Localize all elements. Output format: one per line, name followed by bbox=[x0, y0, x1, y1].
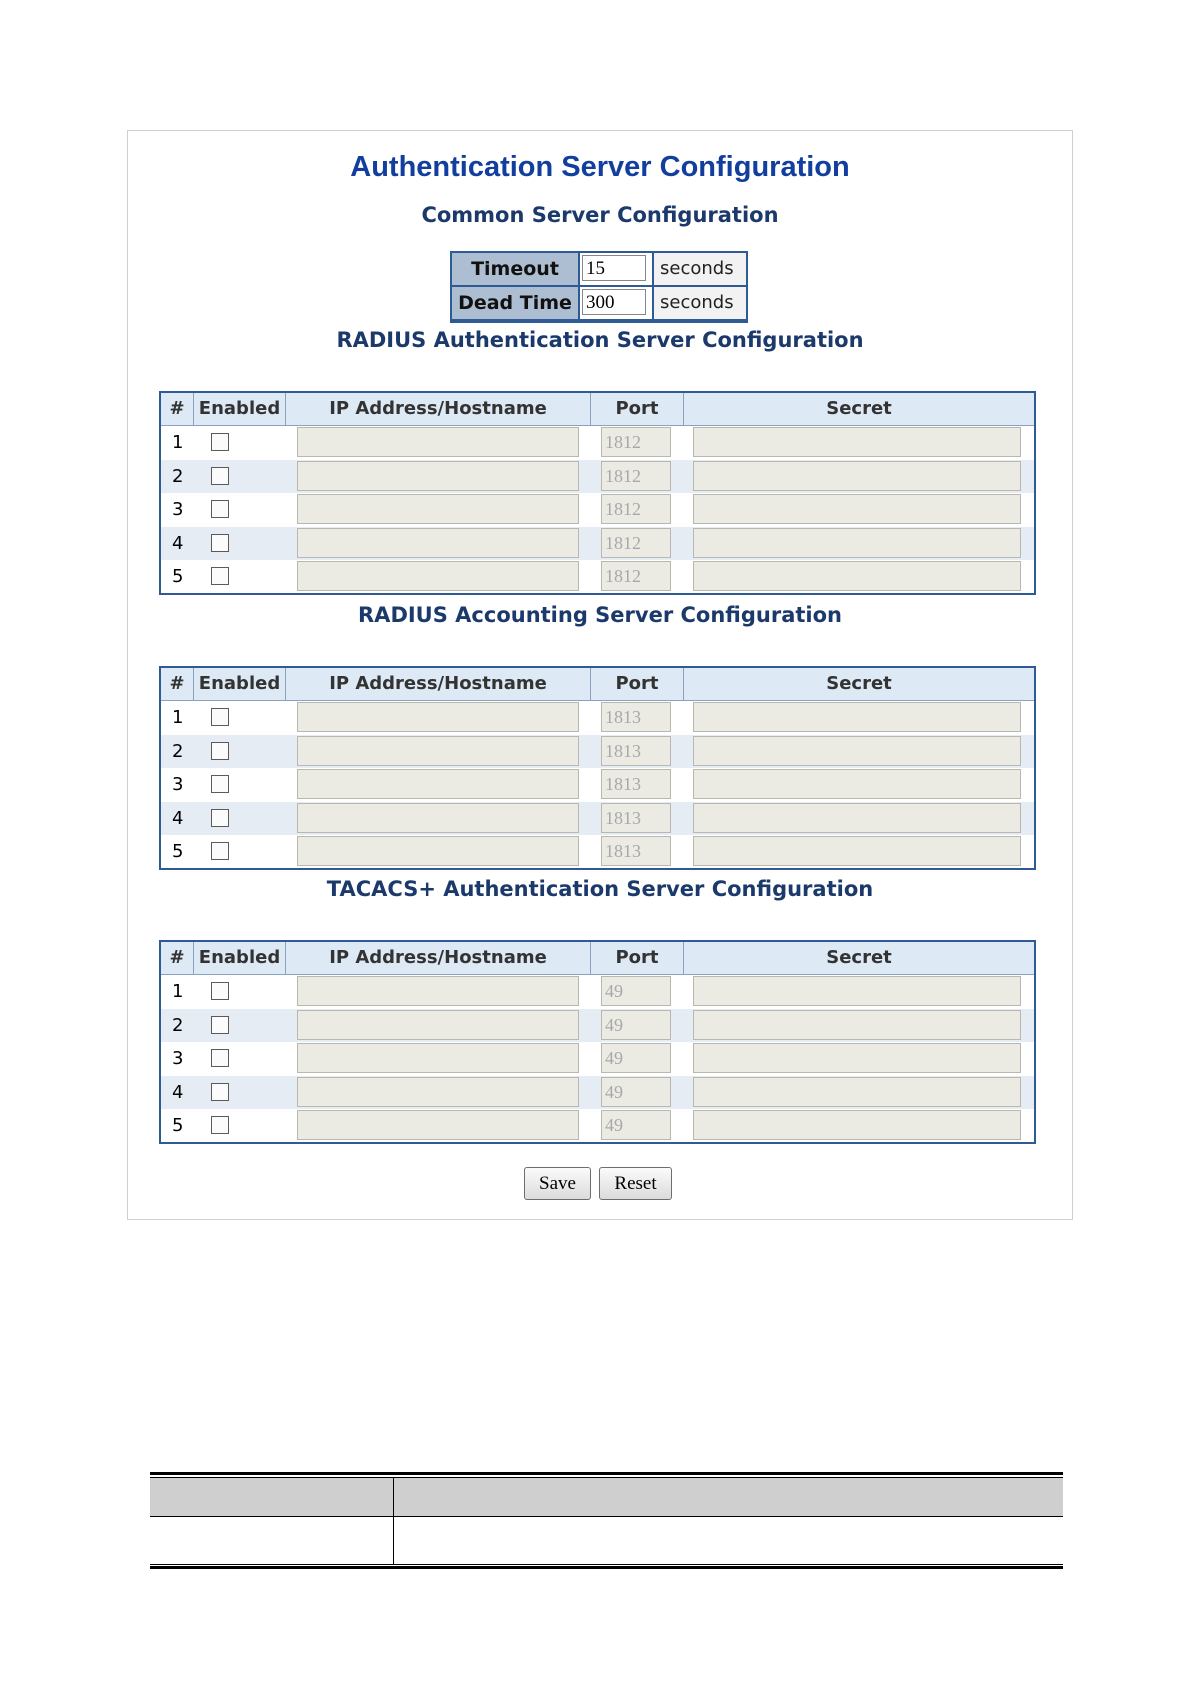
ip-hostname-input[interactable] bbox=[297, 427, 579, 457]
table-column-divider bbox=[393, 1478, 394, 1564]
table-row bbox=[161, 460, 1034, 493]
dead-time-cell bbox=[580, 287, 652, 319]
secret-input[interactable] bbox=[693, 528, 1021, 558]
table-rule bbox=[150, 1566, 1063, 1569]
enabled-checkbox[interactable] bbox=[211, 982, 229, 1000]
ip-hostname-input[interactable] bbox=[297, 561, 579, 591]
table-rule bbox=[150, 1516, 1063, 1517]
enabled-checkbox[interactable] bbox=[211, 1049, 229, 1067]
radius-auth-section-title: RADIUS Authentication Server Configuration bbox=[336, 328, 864, 352]
row-number: 4 bbox=[172, 532, 184, 554]
timeout-cell bbox=[580, 253, 652, 285]
secret-input[interactable] bbox=[693, 1010, 1021, 1040]
table-row bbox=[161, 835, 1034, 868]
enabled-checkbox[interactable] bbox=[211, 500, 229, 518]
port-input[interactable]: 1813 bbox=[601, 769, 671, 799]
common-config-table bbox=[450, 251, 748, 323]
table-row bbox=[161, 1042, 1034, 1075]
secret-input[interactable] bbox=[693, 803, 1021, 833]
ip-hostname-input[interactable] bbox=[297, 461, 579, 491]
secret-input[interactable] bbox=[693, 976, 1021, 1006]
col-enabled-header: Enabled bbox=[194, 668, 286, 700]
row-number: 5 bbox=[172, 841, 184, 863]
row-number: 5 bbox=[172, 566, 184, 588]
page-title: Authentication Server Configuration bbox=[350, 151, 850, 183]
enabled-checkbox[interactable] bbox=[211, 433, 229, 451]
port-input[interactable]: 1813 bbox=[601, 736, 671, 766]
timeout-input[interactable]: 15 bbox=[582, 255, 646, 281]
table-row bbox=[161, 768, 1034, 801]
ip-hostname-input[interactable] bbox=[297, 494, 579, 524]
col-ip-header: IP Address/Hostname bbox=[286, 393, 591, 425]
table-row bbox=[161, 1076, 1034, 1109]
table-row bbox=[161, 735, 1034, 768]
dead-time-label: Dead Time bbox=[452, 287, 578, 319]
row-number: 1 bbox=[172, 707, 184, 728]
ip-hostname-input[interactable] bbox=[297, 1077, 579, 1107]
timeout-label: Timeout bbox=[452, 253, 578, 285]
table-header bbox=[161, 668, 1034, 701]
ip-hostname-input[interactable] bbox=[297, 1043, 579, 1073]
enabled-checkbox[interactable] bbox=[211, 775, 229, 793]
row-number: 2 bbox=[172, 1014, 184, 1036]
ip-hostname-input[interactable] bbox=[297, 702, 579, 732]
row-number: 2 bbox=[172, 740, 184, 762]
col-secret-header: Secret bbox=[826, 398, 892, 419]
row-number: 3 bbox=[172, 1048, 184, 1070]
enabled-checkbox[interactable] bbox=[211, 534, 229, 552]
table-row bbox=[161, 1109, 1034, 1142]
col-port-header: Port bbox=[591, 393, 684, 425]
table-row bbox=[161, 527, 1034, 560]
enabled-checkbox[interactable] bbox=[211, 708, 229, 726]
dead-time-input[interactable]: 300 bbox=[582, 289, 646, 315]
ip-hostname-input[interactable] bbox=[297, 1110, 579, 1140]
secret-input[interactable] bbox=[693, 1110, 1021, 1140]
enabled-checkbox[interactable] bbox=[211, 809, 229, 827]
port-input[interactable]: 1813 bbox=[601, 803, 671, 833]
reset-button[interactable]: Reset bbox=[599, 1167, 672, 1200]
dead-time-unit: seconds bbox=[654, 287, 746, 319]
table-header bbox=[161, 942, 1034, 975]
ip-hostname-input[interactable] bbox=[297, 1010, 579, 1040]
port-input[interactable]: 1812 bbox=[601, 461, 671, 491]
col-enabled-header: Enabled bbox=[194, 393, 286, 425]
config-panel bbox=[127, 130, 1073, 1220]
table-row bbox=[161, 975, 1034, 1008]
table-rule bbox=[150, 1472, 1063, 1475]
table-rule bbox=[150, 1564, 1063, 1565]
enabled-checkbox[interactable] bbox=[211, 1116, 229, 1134]
secret-input[interactable] bbox=[693, 427, 1021, 457]
timeout-row bbox=[452, 253, 746, 286]
table-row bbox=[161, 701, 1034, 734]
port-input[interactable]: 49 bbox=[601, 1077, 671, 1107]
ip-hostname-input[interactable] bbox=[297, 976, 579, 1006]
row-number: 5 bbox=[172, 1115, 184, 1137]
table-row bbox=[161, 1009, 1034, 1042]
table-row bbox=[161, 426, 1034, 459]
col-secret-header: Secret bbox=[826, 947, 892, 968]
enabled-checkbox[interactable] bbox=[211, 567, 229, 585]
parameter-table bbox=[150, 1472, 1063, 1569]
secret-input[interactable] bbox=[693, 836, 1021, 866]
radius-acct-table bbox=[159, 666, 1036, 870]
table-row bbox=[161, 493, 1034, 526]
col-secret-header: Secret bbox=[826, 673, 892, 694]
table-row bbox=[161, 560, 1034, 593]
port-input[interactable]: 1812 bbox=[601, 427, 671, 457]
row-number: 3 bbox=[172, 499, 184, 521]
ip-hostname-input[interactable] bbox=[297, 803, 579, 833]
secret-input[interactable] bbox=[693, 769, 1021, 799]
tacacs-auth-table bbox=[159, 940, 1036, 1144]
ip-hostname-input[interactable] bbox=[297, 736, 579, 766]
row-number: 4 bbox=[172, 807, 184, 829]
row-number: 1 bbox=[172, 432, 184, 453]
row-number: 3 bbox=[172, 774, 184, 796]
table-row bbox=[161, 802, 1034, 835]
secret-input[interactable] bbox=[693, 736, 1021, 766]
ip-hostname-input[interactable] bbox=[297, 836, 579, 866]
row-number: 4 bbox=[172, 1081, 184, 1103]
secret-input[interactable] bbox=[693, 461, 1021, 491]
secret-input[interactable] bbox=[693, 1077, 1021, 1107]
col-port-header: Port bbox=[591, 668, 684, 700]
ip-hostname-input[interactable] bbox=[297, 528, 579, 558]
port-input[interactable]: 1812 bbox=[601, 561, 671, 591]
col-num-header: # bbox=[161, 942, 194, 974]
port-input[interactable]: 49 bbox=[601, 976, 671, 1006]
port-input[interactable]: 1813 bbox=[601, 836, 671, 866]
dead-time-row bbox=[452, 287, 746, 320]
radius-acct-section-title: RADIUS Accounting Server Configuration bbox=[358, 603, 842, 627]
table-header bbox=[161, 393, 1034, 426]
enabled-checkbox[interactable] bbox=[211, 842, 229, 860]
port-input[interactable]: 1812 bbox=[601, 528, 671, 558]
radius-auth-table bbox=[159, 391, 1036, 595]
col-ip-header: IP Address/Hostname bbox=[286, 668, 591, 700]
col-port-header: Port bbox=[591, 942, 684, 974]
port-input[interactable]: 1813 bbox=[601, 702, 671, 732]
timeout-unit: seconds bbox=[654, 253, 746, 285]
table-header bbox=[150, 1478, 1063, 1516]
enabled-checkbox[interactable] bbox=[211, 467, 229, 485]
port-input[interactable]: 49 bbox=[601, 1010, 671, 1040]
col-ip-header: IP Address/Hostname bbox=[286, 942, 591, 974]
enabled-checkbox[interactable] bbox=[211, 742, 229, 760]
save-button[interactable]: Save bbox=[524, 1167, 591, 1200]
col-enabled-header: Enabled bbox=[194, 942, 286, 974]
port-input[interactable]: 49 bbox=[601, 1043, 671, 1073]
secret-input[interactable] bbox=[693, 561, 1021, 591]
col-num-header: # bbox=[161, 668, 194, 700]
common-section-title: Common Server Configuration bbox=[421, 203, 779, 227]
ip-hostname-input[interactable] bbox=[297, 769, 579, 799]
secret-input[interactable] bbox=[693, 1043, 1021, 1073]
enabled-checkbox[interactable] bbox=[211, 1083, 229, 1101]
row-number: 1 bbox=[172, 981, 184, 1002]
col-num-header: # bbox=[161, 393, 194, 425]
secret-input[interactable] bbox=[693, 494, 1021, 524]
row-number: 2 bbox=[172, 465, 184, 487]
enabled-checkbox[interactable] bbox=[211, 1016, 229, 1034]
tacacs-auth-section-title: TACACS+ Authentication Server Configuration bbox=[326, 877, 874, 901]
port-input[interactable]: 1812 bbox=[601, 494, 671, 524]
port-input[interactable]: 49 bbox=[601, 1110, 671, 1140]
secret-input[interactable] bbox=[693, 702, 1021, 732]
